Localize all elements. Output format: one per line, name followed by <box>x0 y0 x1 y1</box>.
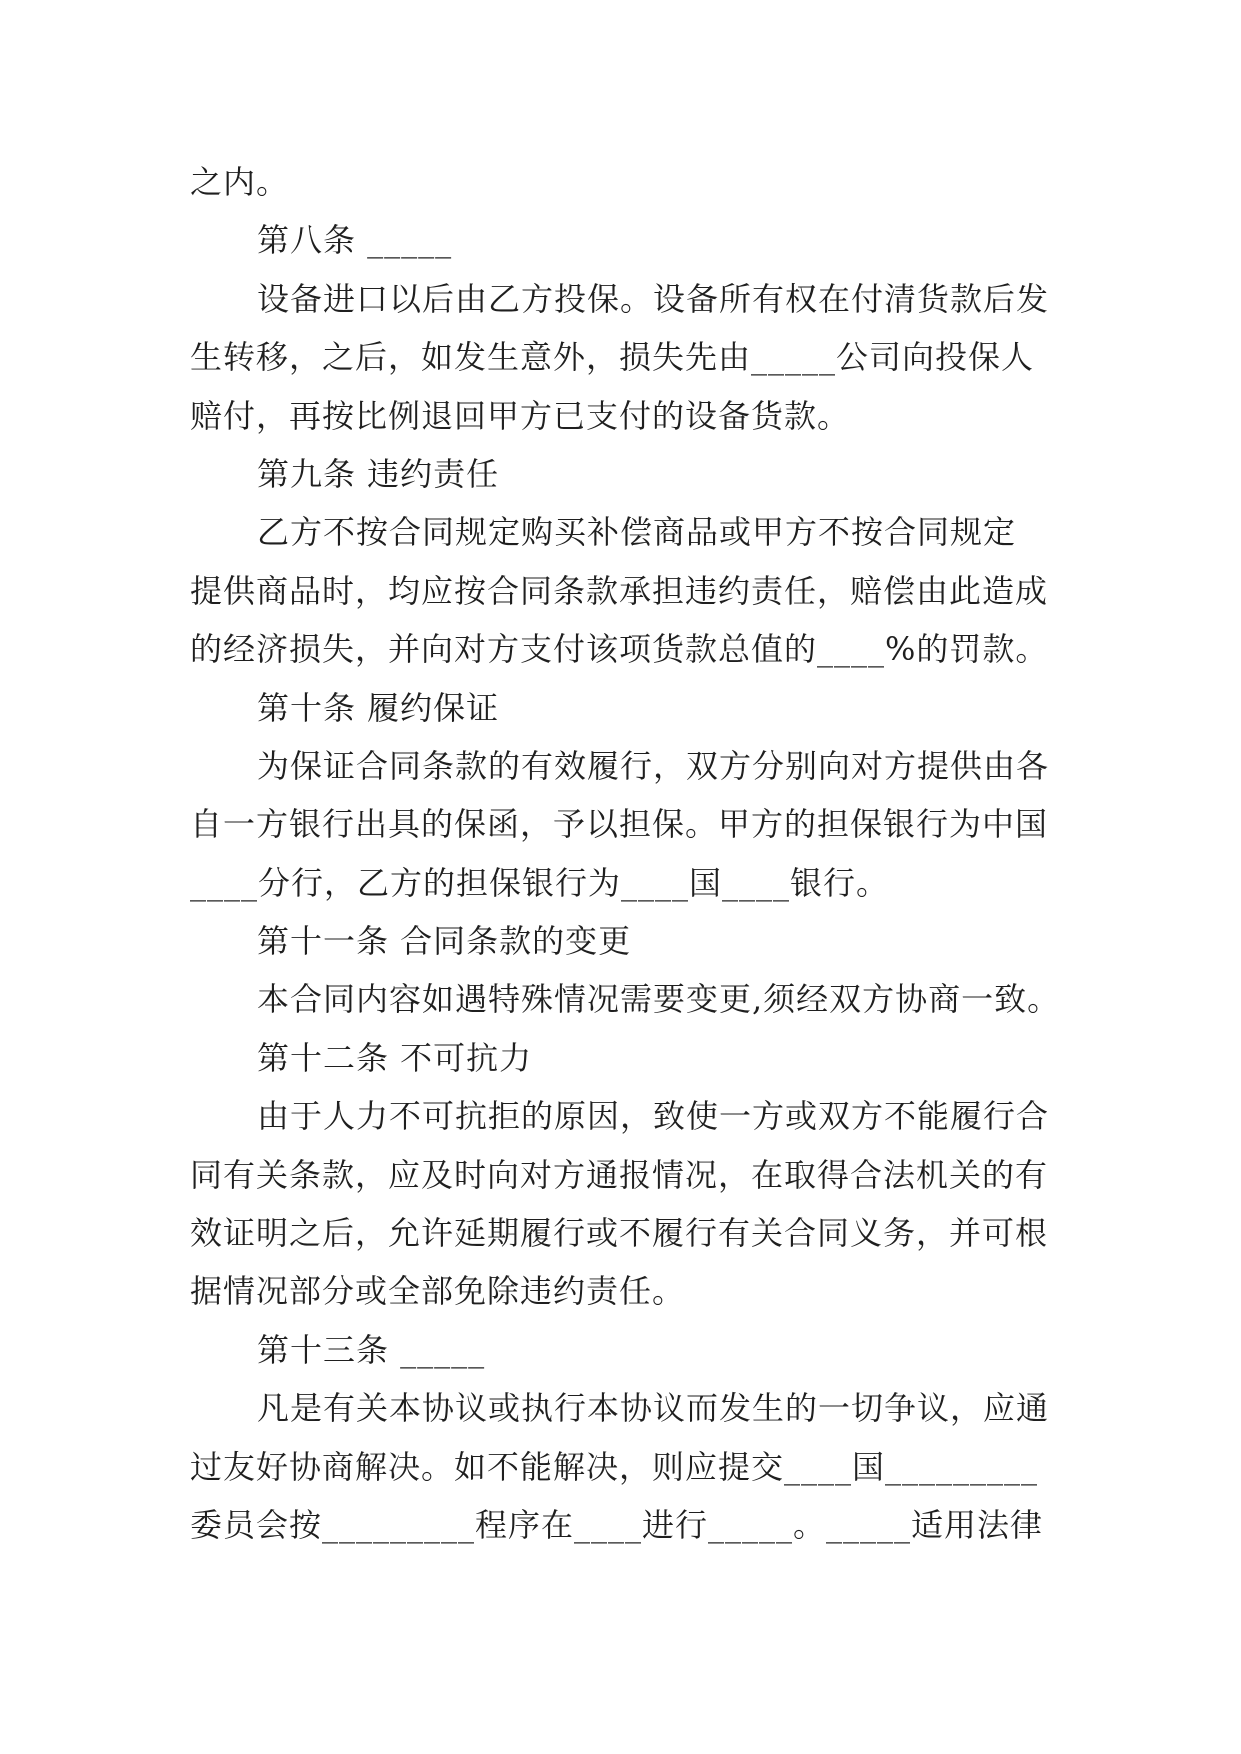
article-line: 为保证合同条款的有效履行，双方分别向对方提供由各 <box>257 746 1050 785</box>
article-line: 赔付，再按比例退回甲方已支付的设备货款。 <box>190 396 851 435</box>
article-line: 的经济损失，并向对方支付该项货款总值的____%的罚款。 <box>190 630 1049 669</box>
article-line: 生转移，之后，如发生意外，损失先由_____公司向投保人 <box>190 338 1035 377</box>
continuation-line: 之内。 <box>190 163 290 201</box>
article-line: 同有关条款，应及时向对方通报情况，在取得合法机关的有 <box>190 1155 1049 1194</box>
article-line: 设备进口以后由乙方投保。设备所有权在付清货款后发 <box>257 279 1050 318</box>
article-heading: 第十二条 不可抗力 <box>257 1038 533 1077</box>
article-heading: 第十条 履约保证 <box>257 688 500 727</box>
article-line: 委员会按_________程序在____进行_____。_____适用法律 <box>190 1505 1044 1544</box>
article-line: 凡是有关本协议或执行本协议而发生的一切争议，应通 <box>257 1389 1050 1428</box>
article-heading: 第八条 _____ <box>257 221 453 260</box>
article-line: 据情况部分或全部免除违约责任。 <box>190 1272 686 1311</box>
article-line: 本合同内容如遇特殊情况需要变更,须经双方协商一致。 <box>257 980 1061 1019</box>
article-line: ____分行，乙方的担保银行为____国____银行。 <box>190 863 890 902</box>
article-line: 过友好协商解决。如不能解决，则应提交____国_________ <box>190 1447 1039 1486</box>
article-line: 自一方银行出具的保函，予以担保。甲方的担保银行为中国 <box>190 805 1049 844</box>
article-heading: 第十三条 _____ <box>257 1330 486 1369</box>
article-line: 由于人力不可抗拒的原因，致使一方或双方不能履行合 <box>257 1097 1050 1136</box>
article-line: 提供商品时，均应按合同条款承担违约责任，赔偿由此造成 <box>190 571 1049 610</box>
article-line: 效证明之后，允许延期履行或不履行有关合同义务，并可根 <box>190 1214 1049 1253</box>
article-line: 乙方不按合同规定购买补偿商品或甲方不按合同规定 <box>257 513 1017 552</box>
article-heading: 第九条 违约责任 <box>257 454 500 493</box>
document-body <box>190 153 1090 1554</box>
article-heading: 第十一条 合同条款的变更 <box>257 922 632 961</box>
